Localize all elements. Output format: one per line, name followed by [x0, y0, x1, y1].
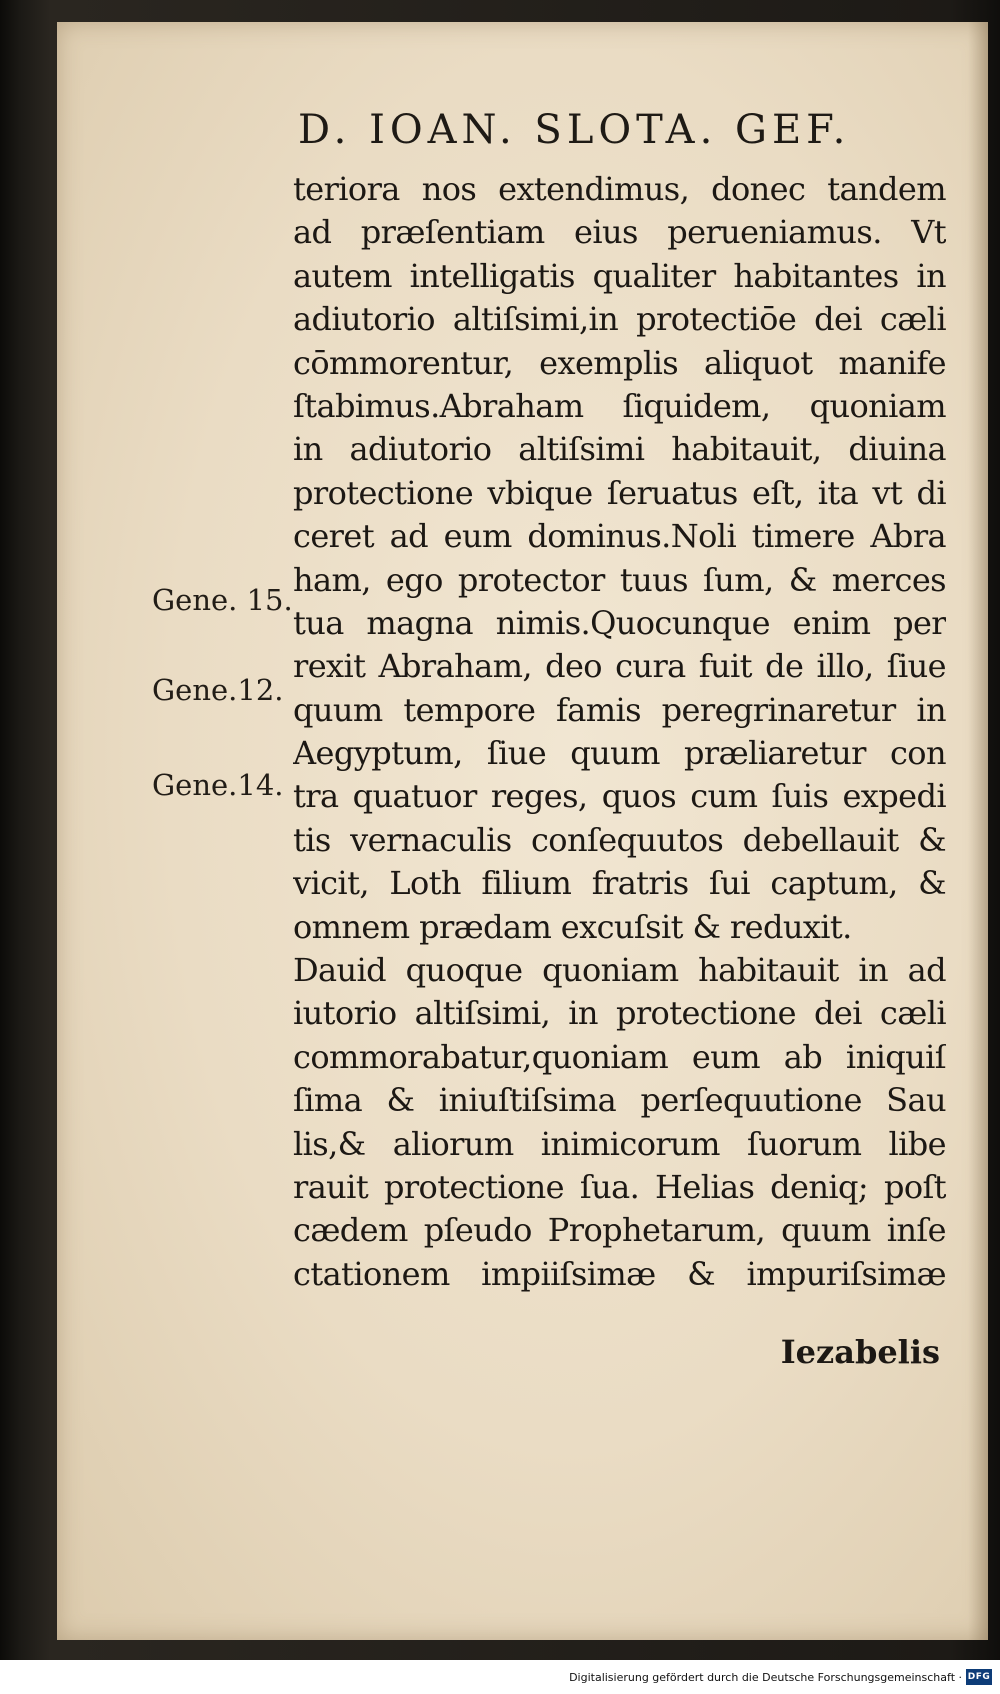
text-line: cædem pſeudo Prophetarum, quum inſe: [293, 1211, 946, 1250]
text-line: quum tempore famis peregrinaretur in: [293, 690, 946, 729]
text-line: Aegyptum, ſiue quum præliaretur con: [293, 734, 946, 773]
text-line: tis vernaculis conſequutos debellauit &: [293, 820, 946, 859]
text-line: rexit Abraham, deo cura fuit de illo, ſiue: [293, 647, 946, 686]
text-line: protectione vbique ſeruatus eſt, ita vt di: [293, 473, 946, 512]
main-text: [293, 168, 946, 1368]
text-line: ctationem impiiſsimæ & impuriſsimæ: [293, 1254, 946, 1293]
text-line: vicit, Loth filium fratris ſui captum, &: [293, 864, 946, 903]
catchword: Iezabelis: [780, 1333, 940, 1371]
text-line: autem intelligatis qualiter habitantes in: [293, 256, 946, 295]
text-line: omnem prædam excuſsit & reduxit.: [293, 907, 852, 946]
page-edge-shadow: [968, 22, 988, 1640]
marginal-note: Gene. 15.: [152, 583, 293, 617]
text-line: ſima & iniuſtiſsima perſequutione Sau: [293, 1081, 946, 1120]
text-line: Dauid quoque quoniam habitauit in ad: [293, 951, 946, 990]
text-line: ad præſentiam eius perueniamus. Vt: [293, 213, 946, 252]
text-line: iutorio altiſsimi, in protectione dei cæli: [293, 994, 946, 1033]
marginal-note: Gene.12.: [152, 673, 284, 707]
text-line: ham, ego protector tuus ſum, & merces: [293, 560, 946, 599]
dfg-logo-icon: DFG: [966, 1669, 992, 1685]
text-line: cōmmorentur, exemplis aliquot manife: [293, 343, 946, 382]
text-line: teriora nos extendimus, donec tandem: [293, 170, 946, 208]
text-line: in adiutorio altiſsimi habitauit, diuina: [293, 430, 946, 469]
text-line: ſtabimus.Abraham ſiquidem, quoniam: [293, 386, 946, 425]
running-head: D. IOAN. SLOTA. GEF.: [298, 107, 851, 153]
marginal-note: Gene.14.: [152, 768, 284, 802]
text-line: ceret ad eum dominus.Noli timere Abra: [293, 517, 946, 556]
text-line: adiutorio altiſsimi,in protectiōe dei cæli: [293, 300, 946, 339]
text-line: tua magna nimis.Quocunque enim per: [293, 603, 946, 642]
funding-credit: Digitalisierung gefördert durch die Deutsche Forschungsgemeinschaft ·: [569, 1671, 962, 1684]
text-line: lis,& aliorum inimicorum ſuorum libe: [293, 1124, 946, 1163]
text-line: commorabatur,quoniam eum ab iniquiſ: [293, 1037, 946, 1076]
text-line: rauit protectione ſua. Helias deniq; poſt: [293, 1167, 946, 1206]
text-line: tra quatuor reges, quos cum ſuis expedi: [293, 777, 946, 816]
footer-bar: [0, 1660, 1000, 1694]
